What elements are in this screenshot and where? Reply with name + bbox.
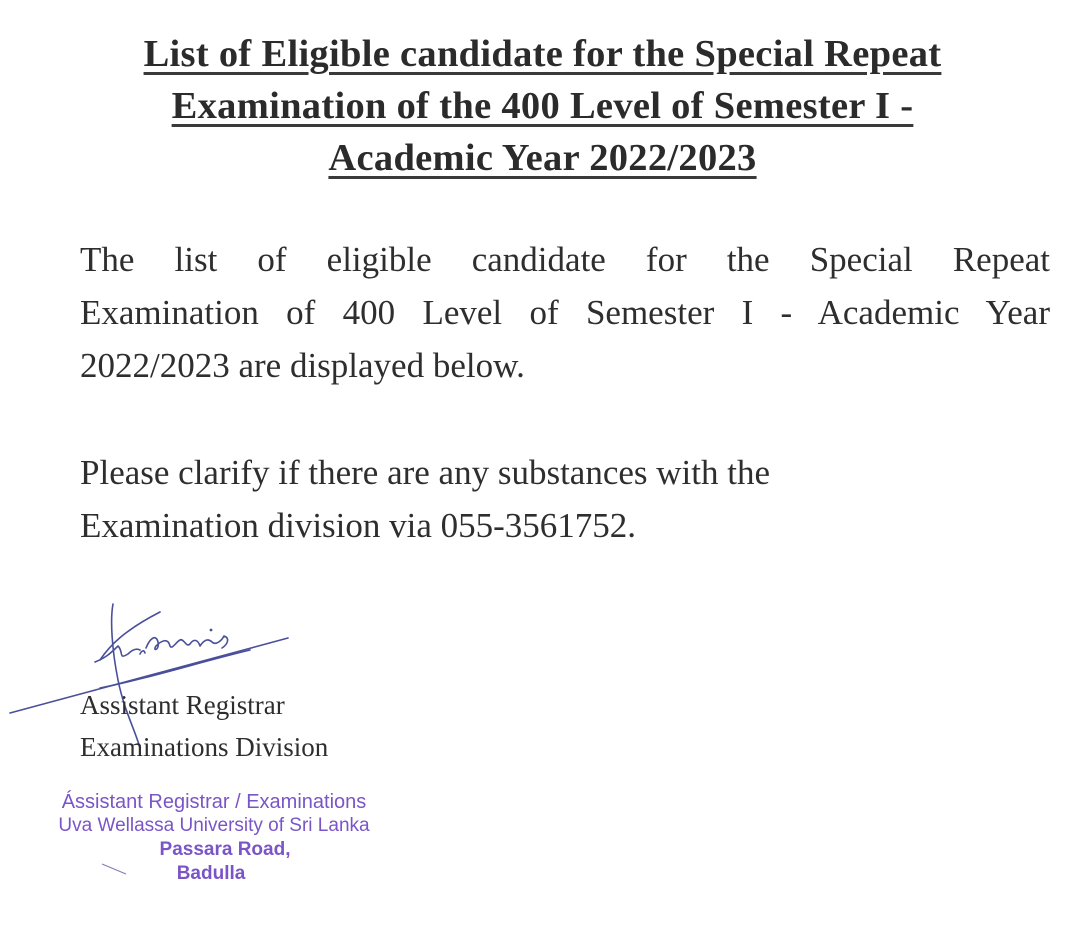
document-title [0,28,1085,184]
contact-line-2: Examination division via 055-3561752. [80,506,637,545]
intro-line-2: Examination of 400 Level of Semester I - Academic Year [80,293,1050,332]
contact-paragraph [80,446,980,552]
stamp-line-3: Passara Road, [159,839,291,860]
contact-line-1: Please clarify if there are any substances with the [80,453,771,492]
signatory-title: Assistant Registrar [80,690,285,720]
stamp-line-2: Uva Wellassa University of Sri Lanka [58,815,370,836]
official-stamp [24,790,404,886]
intro-paragraph [80,233,1050,392]
intro-line-1: The list of eligible candidate for the Special Repeat [80,240,1050,279]
intro-line-3: 2022/2023 are displayed below. [80,346,525,385]
stamp-line-1: Ássistant Registrar / Examinations [61,791,367,813]
stamp-mark-icon [100,860,140,880]
title-line-2: Examination of the 400 Level of Semester I - [171,85,914,127]
title-line-3: Academic Year 2022/2023 [328,137,757,179]
title-line-1: List of Eligible candidate for the Special Repeat [143,33,942,75]
signatory-division: Examinations Division [80,732,329,762]
stamp-line-4: Badulla [176,863,246,884]
